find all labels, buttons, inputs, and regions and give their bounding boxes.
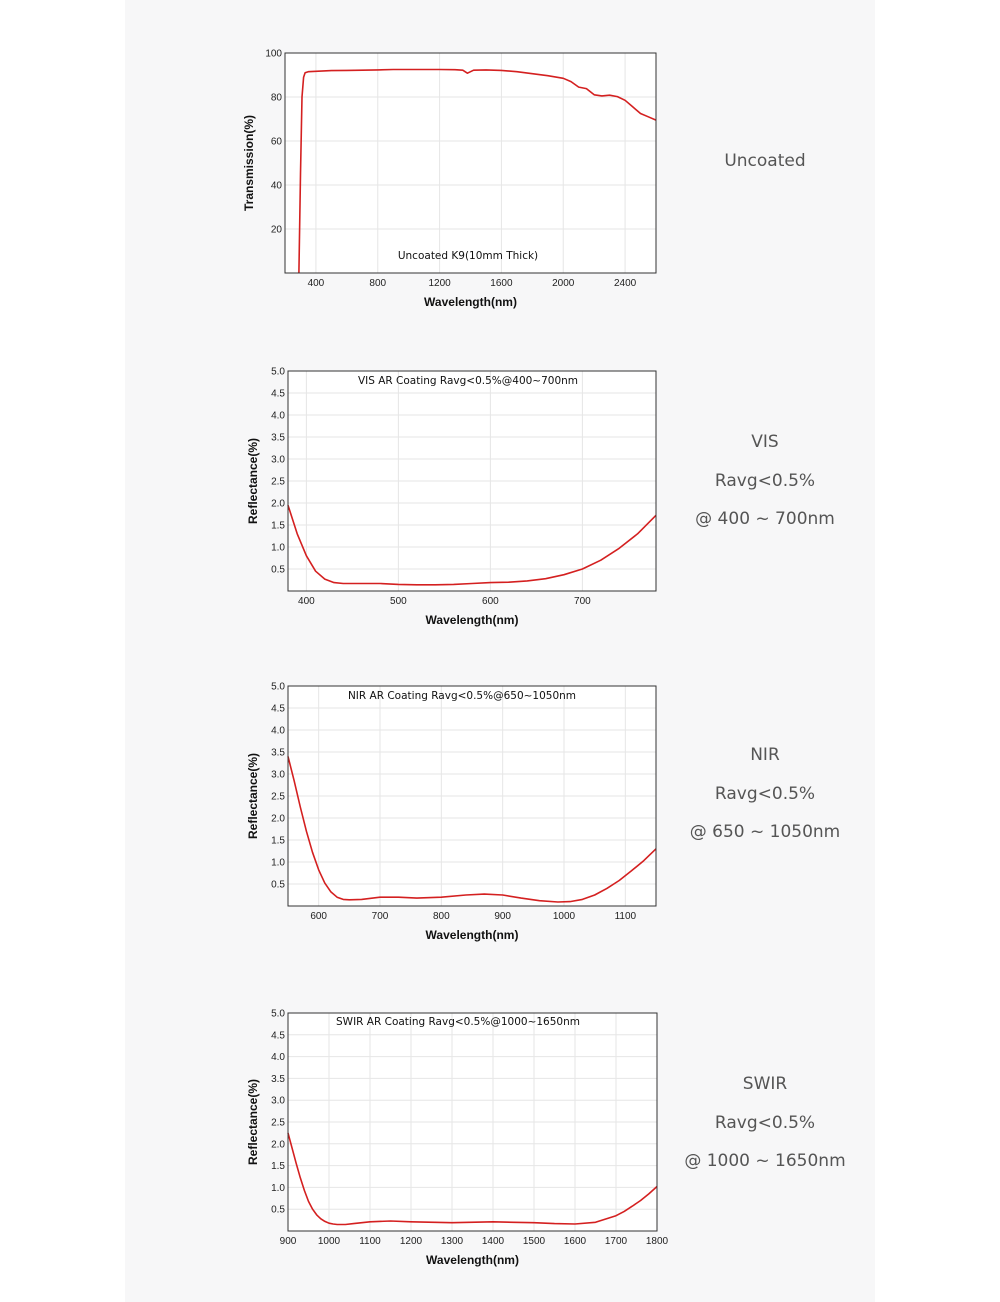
x-tick-label: 400 <box>307 278 325 289</box>
x-tick-label: 1500 <box>522 1236 546 1247</box>
x-tick-label: 2000 <box>552 278 575 289</box>
y-tick-label: 4.0 <box>271 410 285 422</box>
x-tick-label: 1200 <box>399 1236 423 1247</box>
label-line: @ 650 ~ 1050nm <box>689 822 841 842</box>
label-line: Ravg<0.5% <box>714 471 816 491</box>
y-tick-label: 4.0 <box>271 725 285 737</box>
x-tick-label: 1200 <box>428 278 451 289</box>
plot-area <box>285 53 656 273</box>
y-tick-label: 3.5 <box>271 747 285 759</box>
y-tick-label: 2.0 <box>271 813 285 825</box>
x-tick-label: 1300 <box>440 1236 464 1247</box>
x-tick-label: 1400 <box>481 1236 505 1247</box>
x-tick-label: 900 <box>279 1236 297 1247</box>
x-tick-label: 600 <box>310 911 328 922</box>
x-axis-title: Wavelength(nm) <box>425 613 519 627</box>
y-tick-label: 2.5 <box>271 791 285 803</box>
y-tick-label: 2.0 <box>271 1139 285 1151</box>
y-tick-label: 0.5 <box>271 564 285 576</box>
y-tick-label: 5.0 <box>271 366 285 378</box>
y-tick-label: 3.0 <box>271 1095 285 1107</box>
chart-annotation: NIR AR Coating Ravg<0.5%@650~1050nm <box>347 690 577 702</box>
x-tick-label: 600 <box>482 596 499 607</box>
x-tick-label: 700 <box>574 596 591 607</box>
x-tick-label: 900 <box>494 911 512 922</box>
x-tick-label: 800 <box>369 278 387 289</box>
y-tick-label: 2.5 <box>271 1117 285 1129</box>
label-swir <box>645 1073 885 1172</box>
label-line: @ 400 ~ 700nm <box>695 509 835 529</box>
x-tick-label: 2400 <box>613 278 637 289</box>
y-tick-label: 3.0 <box>271 454 285 466</box>
y-tick-label: 100 <box>265 48 282 60</box>
x-tick-label: 1100 <box>614 911 637 922</box>
y-tick-label: 0.5 <box>271 879 285 891</box>
x-tick-label: 1800 <box>645 1236 669 1247</box>
label-line: Ravg<0.5% <box>714 784 816 804</box>
y-tick-label: 5.0 <box>271 1008 285 1020</box>
x-tick-label: 700 <box>371 911 389 922</box>
y-tick-label: 4.0 <box>271 1052 285 1064</box>
x-tick-label: 400 <box>298 596 315 607</box>
y-tick-label: 60 <box>270 136 282 148</box>
label-line: Ravg<0.5% <box>714 1113 816 1133</box>
y-axis-title: Reflectance(%) <box>246 437 260 525</box>
label-line: NIR <box>750 745 780 765</box>
y-tick-label: 1.5 <box>271 1161 285 1173</box>
chart-annotation: VIS AR Coating Ravg<0.5%@400~700nm <box>357 375 579 387</box>
y-tick-label: 4.5 <box>271 1030 285 1042</box>
chart-annotation: Uncoated K9(10mm Thick) <box>397 250 539 262</box>
y-tick-label: 1.5 <box>271 835 285 847</box>
x-tick-label: 500 <box>390 596 407 607</box>
label-line: @ 1000 ~ 1650nm <box>684 1151 846 1171</box>
x-tick-label: 800 <box>432 911 450 922</box>
label-vis <box>645 431 885 530</box>
y-tick-label: 1.0 <box>271 542 285 554</box>
x-axis-title: Wavelength(nm) <box>426 1253 519 1267</box>
y-tick-label: 4.5 <box>271 388 285 400</box>
y-tick-label: 20 <box>270 224 282 236</box>
y-tick-label: 1.0 <box>271 1182 285 1194</box>
label-nir <box>645 744 885 843</box>
y-tick-label: 40 <box>270 180 282 192</box>
y-tick-label: 1.5 <box>271 520 285 532</box>
y-tick-label: 3.5 <box>271 432 285 444</box>
x-tick-label: 1600 <box>563 1236 587 1247</box>
chart-annotation: SWIR AR Coating Ravg<0.5%@1000~1650nm <box>336 1016 580 1028</box>
y-tick-label: 3.5 <box>271 1073 285 1085</box>
x-tick-label: 1700 <box>604 1236 628 1247</box>
y-tick-label: 2.5 <box>271 476 285 488</box>
label-line: VIS <box>751 432 779 452</box>
y-axis-title: Reflectance(%) <box>246 1078 260 1166</box>
x-tick-label: 1000 <box>552 911 576 922</box>
x-tick-label: 1100 <box>359 1236 381 1247</box>
y-tick-label: 0.5 <box>271 1204 285 1216</box>
y-tick-label: 1.0 <box>271 857 285 869</box>
y-axis-title: Transmission(%) <box>242 114 256 212</box>
y-tick-label: 4.5 <box>271 703 285 715</box>
x-tick-label: 1600 <box>490 278 513 289</box>
y-axis-title: Reflectance(%) <box>246 752 260 840</box>
y-tick-label: 80 <box>270 92 282 104</box>
label-line: SWIR <box>742 1074 788 1094</box>
x-tick-label: 1000 <box>317 1236 341 1247</box>
label-uncoated <box>645 150 885 172</box>
x-axis-title: Wavelength(nm) <box>425 928 519 942</box>
y-tick-label: 3.0 <box>271 769 285 781</box>
label-line: Uncoated <box>724 151 806 171</box>
x-axis-title: Wavelength(nm) <box>424 295 517 309</box>
y-tick-label: 5.0 <box>271 681 285 693</box>
y-tick-label: 2.0 <box>271 498 285 510</box>
